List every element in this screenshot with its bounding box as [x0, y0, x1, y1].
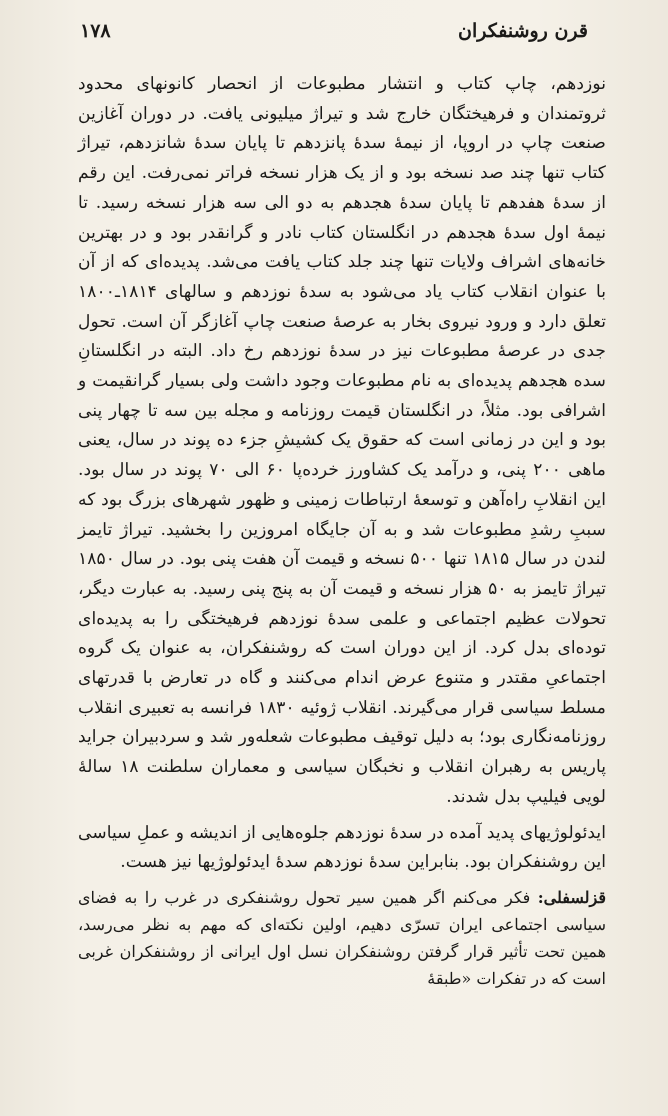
body-text: [78, 70, 606, 992]
interview-paragraph: [78, 884, 606, 992]
running-title: قرن روشنفکران: [458, 20, 588, 42]
paragraph: نوزدهم، چاپ کتاب و انتشار مطبوعات از انحصار کانونهای محدود ثروتمندان و فرهیختگان خارج شد و تیراژ میلیونی یافت. در دوران آغازین صنعت چاپ در اروپا، از نیمهٔ سدهٔ پانزدهم تا پایان سدهٔ شانزدهم، تیراژ کتاب تنها چند صد نسخه بود و از یک هزار نسخه فراتر نمی‌رفت. این رقم از سدهٔ هفدهم تا پایان سدهٔ هجدهم به دو الی سه هزار نسخه رسید. تا نیمهٔ اول سدهٔ هجدهم در انگلستان کتاب نادر و گرانقدر بود و در بهترین خانه‌های اشراف ولایات تنها چند جلد کتاب یافت می‌شد. پدیده‌ای که از آن با عنوان انقلاب کتاب یاد می‌شود به سدهٔ نوزدهم و سالهای ۱۸۱۴ـ۱۸۰۰ تعلق دارد و ورود نیروی بخار به عرصهٔ صنعت چاپ آغازگر آن است. تحول جدی در عرصهٔ مطبوعات نیز در سدهٔ نوزدهم رخ داد. البته در انگلستانِ سده هجدهم پدیده‌ای به نام مطبوعات وجود داشت ولی بسیار گرانقیمت و اشرافی بود. مثلاً، در انگلستان قیمت روزنامه و مجله بین سه تا چهار پنی بود و این در زمانی است که حقوق یک کشیشِ جزء ده پوند در سال، یعنی ماهی ۲۰۰ پنی، و درآمد یک کشاورز خرده‌پا ۶۰ الی ۷۰ پوند در سال بود. این انقلابِ راه‌آهن و توسعهٔ ارتباطات زمینی و ظهور شهرهای بزرگ بود که سببِ رشدِ مطبوعات شد و به آن جایگاه امروزین را بخشید. تیراژ تایمز لندن در سال ۱۸۱۵ تنها ۵۰۰ نسخه و قیمت آن هفت پنی بود. در سال ۱۸۵۰ تیراژ تایمز به ۵۰ هزار نسخه و قیمت آن به پنج پنی رسید. به عبارت دیگر، تحولات عظیم اجتماعی و علمی سدهٔ نوزدهم فرهیختگی را به پدیده‌ای توده‌ای بدل کرد. از این دوران است که روشنفکران، به عنوان یک گروه اجتماعیِ مقتدر و متنوع عرض اندام می‌کنند و گاه در تعارض با قدرتهای مسلط سیاسی قرار می‌گیرند. انقلاب ژوئیه ۱۸۳۰ فرانسه به تعبیری انقلاب روزنامه‌نگاری بود؛ به دلیل توقیف مطبوعات شعله‌ور شد و سردبیران جراید پاریس به رهبران انقلاب و نخبگان سیاسی و معماران سلطنت ۱۸ سالهٔ لویی فیلیپ بدل شدند.: [77, 74, 607, 807]
paragraph: ایدئولوژیهای پدید آمده در سدهٔ نوزدهم جلوه‌هایی از اندیشه و عملِ سیاسی این روشنفکران بود. بنابراین سدهٔ نوزدهم سدهٔ ایدئولوژیها نیز هست.: [78, 822, 606, 873]
interview-text: فکر می‌کنم اگر همین سیر تحول روشنفکری در غرب را به فضای سیاسی اجتماعی ایران تسرّی دهیم، اولین نکته‌ای که مهم به نظر می‌رسد، همین تحت تأثیر قرار گرفتن روشنفکران نسل اول ایرانی از روشنفکران غربی است که در تفکرات «طبقهٔ: [78, 887, 606, 988]
speaker-name: قزلسفلی:: [537, 887, 607, 907]
page-header: [80, 14, 588, 48]
page-number: ۱۷۸: [80, 20, 111, 42]
